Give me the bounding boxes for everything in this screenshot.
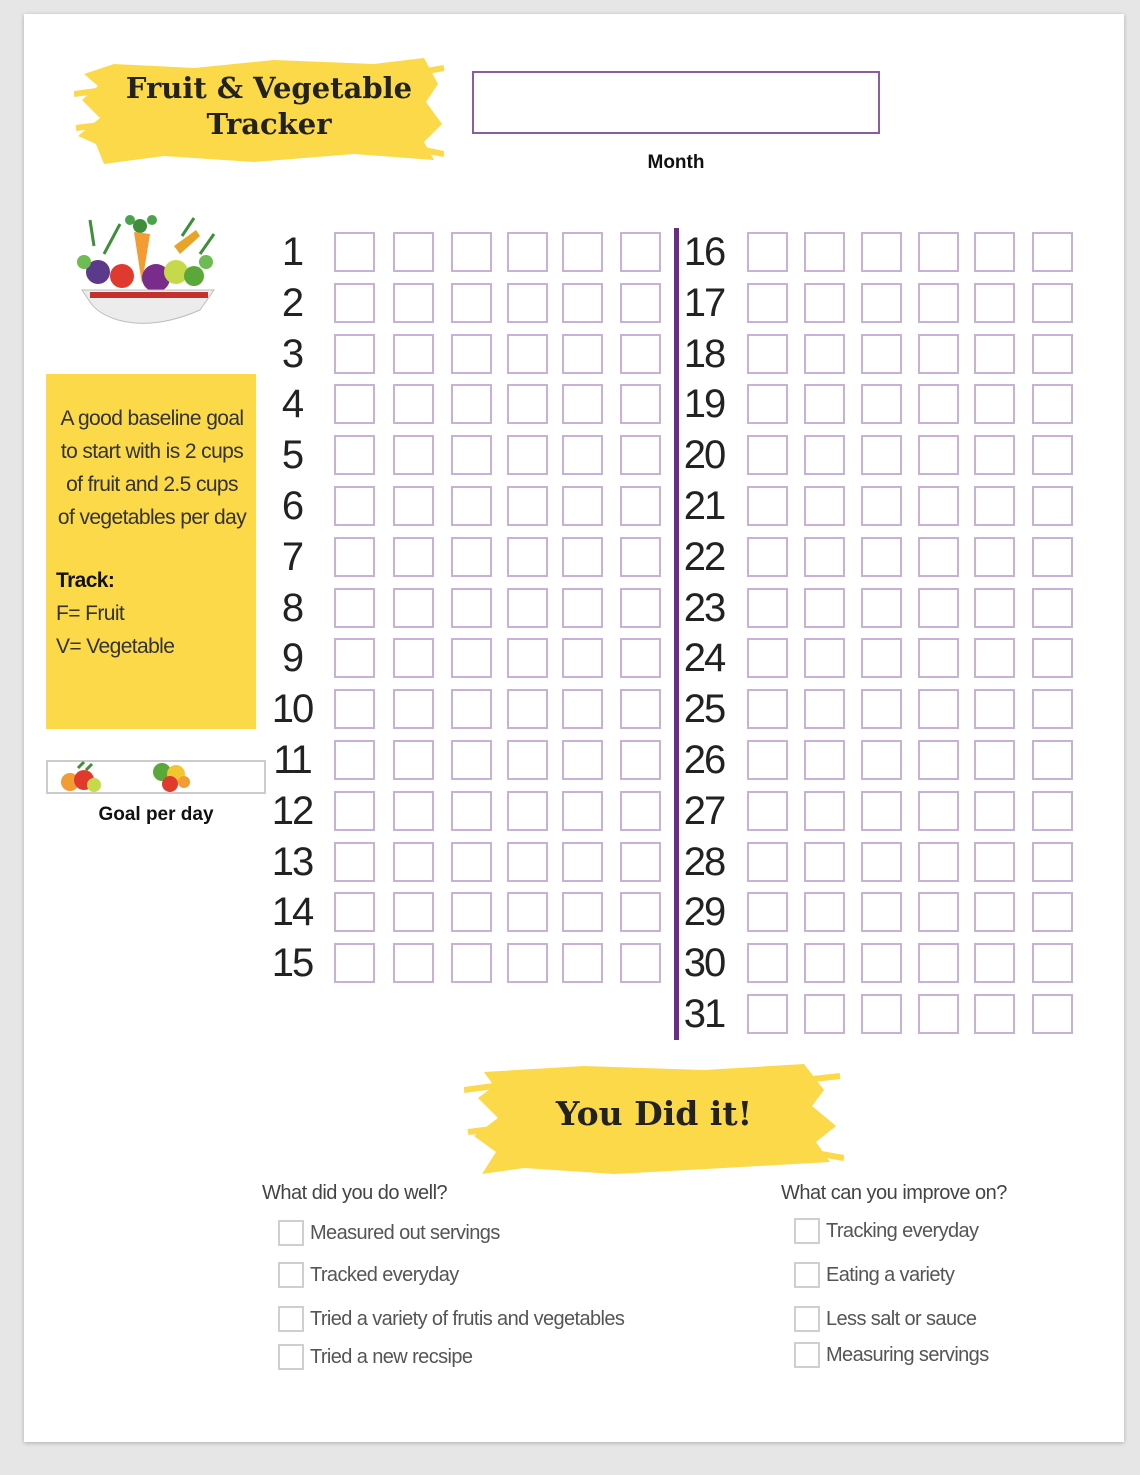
tracker-checkbox[interactable]	[334, 638, 375, 678]
tracker-checkbox[interactable]	[861, 537, 902, 577]
tracker-checkbox[interactable]	[507, 689, 548, 729]
month-label: Month	[647, 152, 705, 173]
tracker-checkbox[interactable]	[747, 994, 788, 1034]
tracker-checkbox[interactable]	[804, 638, 845, 678]
tracker-checkbox[interactable]	[393, 842, 434, 882]
tracker-checkbox[interactable]	[861, 638, 902, 678]
tracker-checkbox[interactable]	[804, 842, 845, 882]
tracker-checkbox[interactable]	[918, 588, 959, 628]
tracker-checkbox[interactable]	[451, 283, 492, 323]
tracker-checkbox[interactable]	[1032, 740, 1073, 780]
tracker-checkbox[interactable]	[393, 689, 434, 729]
checkbox[interactable]	[794, 1262, 820, 1288]
tracker-checkbox[interactable]	[507, 943, 548, 983]
tracker-checkbox[interactable]	[562, 486, 603, 526]
tracker-checkbox[interactable]	[1032, 435, 1073, 475]
tracker-checkbox[interactable]	[974, 435, 1015, 475]
tracker-checkbox[interactable]	[747, 435, 788, 475]
tracker-checkbox[interactable]	[861, 384, 902, 424]
tracker-checkbox[interactable]	[974, 994, 1015, 1034]
day-number-right: 18	[683, 331, 725, 376]
tracker-checkbox[interactable]	[804, 791, 845, 831]
improve-heading: What can you improve on?	[781, 1182, 1007, 1204]
tracker-checkbox[interactable]	[507, 588, 548, 628]
tracker-checkbox[interactable]	[334, 588, 375, 628]
tracker-checkbox[interactable]	[393, 486, 434, 526]
tracker-checkbox[interactable]	[620, 435, 661, 475]
tracker-checkbox[interactable]	[507, 334, 548, 374]
tracker-checkbox[interactable]	[451, 892, 492, 932]
day-number-left: 15	[271, 941, 313, 986]
tracker-checkbox[interactable]	[918, 334, 959, 374]
tracker-checkbox[interactable]	[507, 791, 548, 831]
tracker-checkbox[interactable]	[804, 334, 845, 374]
tracker-checkbox[interactable]	[393, 892, 434, 932]
tracker-checkbox[interactable]	[334, 334, 375, 374]
tracker-checkbox[interactable]	[1032, 842, 1073, 882]
tracker-checkbox[interactable]	[451, 334, 492, 374]
day-number-right: 30	[683, 941, 725, 986]
day-number-right: 21	[683, 484, 725, 528]
tracker-checkbox[interactable]	[861, 994, 902, 1034]
day-number-right: 20	[683, 433, 725, 478]
tracker-checkbox[interactable]	[861, 283, 902, 323]
tracker-checkbox[interactable]	[918, 384, 959, 424]
tracker-checkbox[interactable]	[451, 842, 492, 882]
day-number-left: 11	[273, 738, 311, 782]
day-number-right: 25	[683, 687, 725, 732]
tracker-checkbox[interactable]	[620, 943, 661, 983]
did-well-label: Tried a variety of frutis and vegetables	[310, 1308, 625, 1330]
tracker-checkbox[interactable]	[562, 435, 603, 475]
tracker-checkbox[interactable]	[974, 384, 1015, 424]
tracker-checkbox[interactable]	[562, 232, 603, 272]
day-number-left: 6	[281, 484, 303, 528]
tracker-checkbox[interactable]	[451, 638, 492, 678]
tracker-checkbox[interactable]	[804, 283, 845, 323]
improve-label: Eating a variety	[826, 1264, 955, 1286]
tracker-checkbox[interactable]	[974, 943, 1015, 983]
day-number-left: 13	[271, 839, 313, 884]
tracker-checkbox[interactable]	[974, 283, 1015, 323]
tracker-checkbox[interactable]	[1032, 791, 1073, 831]
tracker-checkbox[interactable]	[393, 384, 434, 424]
tracker-checkbox[interactable]	[1032, 537, 1073, 577]
title-line-2: Tracker	[206, 107, 332, 141]
tracker-checkbox[interactable]	[562, 842, 603, 882]
tracker-checkbox[interactable]	[747, 232, 788, 272]
tracker-checkbox[interactable]	[747, 283, 788, 323]
tracker-checkbox[interactable]	[1032, 689, 1073, 729]
legend-fruit: F= Fruit	[56, 602, 125, 625]
tracker-checkbox[interactable]	[918, 638, 959, 678]
tracker-checkbox[interactable]	[861, 943, 902, 983]
tracker-checkbox[interactable]	[451, 689, 492, 729]
tracker-checkbox[interactable]	[620, 791, 661, 831]
tracker-checkbox[interactable]	[918, 892, 959, 932]
tracker-checkbox[interactable]	[804, 943, 845, 983]
title-line-1: Fruit & Vegetable	[125, 71, 413, 105]
tracker-checkbox[interactable]	[562, 588, 603, 628]
day-number-right: 24	[683, 636, 725, 681]
checkbox[interactable]	[794, 1218, 820, 1244]
tracker-checkbox[interactable]	[334, 943, 375, 983]
tracker-checkbox[interactable]	[747, 689, 788, 729]
tracker-checkbox[interactable]	[804, 740, 845, 780]
tracker-checkbox[interactable]	[861, 689, 902, 729]
day-number-right: 16	[683, 230, 725, 274]
did-well-heading: What did you do well?	[262, 1182, 448, 1204]
tracker-checkbox[interactable]	[861, 588, 902, 628]
tracker-checkbox[interactable]	[507, 384, 548, 424]
checkbox[interactable]	[278, 1344, 304, 1370]
tracker-checkbox[interactable]	[451, 791, 492, 831]
tracker-checkbox[interactable]	[804, 892, 845, 932]
tracker-checkbox[interactable]	[562, 791, 603, 831]
tracker-checkbox[interactable]	[804, 689, 845, 729]
tracker-checkbox[interactable]	[747, 842, 788, 882]
day-number-right: 22	[683, 534, 725, 579]
checkbox[interactable]	[278, 1220, 304, 1246]
tracker-checkbox[interactable]	[507, 486, 548, 526]
tracker-checkbox[interactable]	[393, 537, 434, 577]
tracker-page	[24, 14, 1124, 1442]
tracker-checkbox[interactable]	[334, 892, 375, 932]
tracker-checkbox[interactable]	[804, 232, 845, 272]
tracker-checkbox[interactable]	[507, 232, 548, 272]
tracker-checkbox[interactable]	[562, 638, 603, 678]
day-number-right: 26	[683, 738, 725, 782]
tracker-checkbox[interactable]	[334, 384, 375, 424]
tracker-checkbox[interactable]	[918, 791, 959, 831]
tracker-checkbox[interactable]	[562, 689, 603, 729]
tracker-checkbox[interactable]	[1032, 384, 1073, 424]
tracker-checkbox[interactable]	[620, 689, 661, 729]
tracker-checkbox[interactable]	[507, 842, 548, 882]
tracker-checkbox[interactable]	[747, 740, 788, 780]
tracker-checkbox[interactable]	[918, 435, 959, 475]
tracker-checkbox[interactable]	[620, 842, 661, 882]
improve-label: Measuring servings	[826, 1344, 989, 1366]
tracker-checkbox[interactable]	[562, 943, 603, 983]
tracker-checkbox[interactable]	[918, 283, 959, 323]
tracker-checkbox[interactable]	[974, 232, 1015, 272]
tracker-checkbox[interactable]	[507, 892, 548, 932]
tracker-checkbox[interactable]	[918, 740, 959, 780]
tracker-checkbox[interactable]	[747, 334, 788, 374]
day-number-right: 31	[683, 992, 725, 1036]
tracker-checkbox[interactable]	[747, 486, 788, 526]
tracker-checkbox[interactable]	[393, 943, 434, 983]
tracker-checkbox[interactable]	[974, 689, 1015, 729]
day-number-right: 19	[683, 382, 725, 427]
day-number-left: 3	[281, 331, 303, 376]
tracker-checkbox[interactable]	[334, 232, 375, 272]
tracker-checkbox[interactable]	[861, 334, 902, 374]
tracker-checkbox[interactable]	[918, 943, 959, 983]
day-number-right: 17	[683, 280, 725, 325]
tracker-checkbox[interactable]	[393, 435, 434, 475]
tracker-checkbox[interactable]	[974, 892, 1015, 932]
tracker-checkbox[interactable]	[393, 334, 434, 374]
day-number-right: 29	[683, 890, 725, 935]
tracker-checkbox[interactable]	[747, 588, 788, 628]
tracker-checkbox[interactable]	[562, 537, 603, 577]
tracker-checkbox[interactable]	[393, 283, 434, 323]
tracker-checkbox[interactable]	[451, 486, 492, 526]
tracker-checkbox[interactable]	[1032, 232, 1073, 272]
tracker-checkbox[interactable]	[861, 791, 902, 831]
tracker-checkbox[interactable]	[918, 537, 959, 577]
tracker-checkbox[interactable]	[620, 486, 661, 526]
tracker-checkbox[interactable]	[451, 435, 492, 475]
tracker-grid	[24, 14, 1124, 1054]
tracker-checkbox[interactable]	[974, 791, 1015, 831]
tracker-checkbox[interactable]	[1032, 892, 1073, 932]
tracker-checkbox[interactable]	[334, 537, 375, 577]
day-number-left: 10	[271, 687, 313, 732]
tracker-checkbox[interactable]	[334, 486, 375, 526]
tracker-checkbox[interactable]	[974, 588, 1015, 628]
grid-divider	[674, 228, 679, 1040]
tracker-checkbox[interactable]	[804, 384, 845, 424]
tracker-checkbox[interactable]	[861, 892, 902, 932]
tracker-checkbox[interactable]	[451, 232, 492, 272]
checkbox[interactable]	[794, 1342, 820, 1368]
day-number-left: 1	[281, 230, 303, 274]
tracker-checkbox[interactable]	[747, 791, 788, 831]
tracker-checkbox[interactable]	[918, 842, 959, 882]
tracker-checkbox[interactable]	[1032, 588, 1073, 628]
tracker-checkbox[interactable]	[747, 892, 788, 932]
tracker-checkbox[interactable]	[918, 994, 959, 1034]
tracker-checkbox[interactable]	[861, 486, 902, 526]
tracker-checkbox[interactable]	[747, 537, 788, 577]
day-number-right: 27	[683, 788, 725, 833]
tracker-checkbox[interactable]	[620, 384, 661, 424]
tracker-checkbox[interactable]	[747, 943, 788, 983]
day-number-left: 5	[281, 433, 303, 478]
improve-label: Tracking everyday	[826, 1220, 979, 1242]
tracker-checkbox[interactable]	[974, 334, 1015, 374]
tracker-checkbox[interactable]	[451, 588, 492, 628]
baseline-goal-text: A good baseline goal to start with is 2 cups of fruit and 2.5 cups of vegetables per day	[57, 407, 247, 529]
tracker-checkbox[interactable]	[562, 892, 603, 932]
day-number-right: 23	[683, 585, 725, 630]
tracker-checkbox[interactable]	[562, 384, 603, 424]
checkbox[interactable]	[278, 1262, 304, 1288]
tracker-checkbox[interactable]	[1032, 283, 1073, 323]
tracker-checkbox[interactable]	[974, 638, 1015, 678]
tracker-checkbox[interactable]	[974, 486, 1015, 526]
tracker-checkbox[interactable]	[620, 334, 661, 374]
tracker-checkbox[interactable]	[507, 638, 548, 678]
day-number-left: 2	[281, 280, 303, 325]
tracker-checkbox[interactable]	[747, 638, 788, 678]
legend-vegetable: V= Vegetable	[56, 635, 175, 658]
tracker-checkbox[interactable]	[334, 689, 375, 729]
tracker-checkbox[interactable]	[861, 842, 902, 882]
tracker-checkbox[interactable]	[861, 435, 902, 475]
tracker-checkbox[interactable]	[861, 232, 902, 272]
tracker-checkbox[interactable]	[620, 740, 661, 780]
tracker-checkbox[interactable]	[393, 740, 434, 780]
did-well-label: Measured out servings	[310, 1222, 500, 1244]
tracker-checkbox[interactable]	[393, 638, 434, 678]
tracker-checkbox[interactable]	[620, 283, 661, 323]
tracker-checkbox[interactable]	[451, 537, 492, 577]
tracker-checkbox[interactable]	[620, 537, 661, 577]
tracker-checkbox[interactable]	[974, 740, 1015, 780]
tracker-checkbox[interactable]	[507, 537, 548, 577]
tracker-checkbox[interactable]	[451, 740, 492, 780]
tracker-checkbox[interactable]	[620, 232, 661, 272]
tracker-checkbox[interactable]	[861, 740, 902, 780]
tracker-checkbox[interactable]	[451, 384, 492, 424]
you-did-it-banner: You Did it!	[555, 1094, 753, 1133]
day-number-left: 12	[271, 788, 313, 833]
tracker-checkbox[interactable]	[918, 689, 959, 729]
day-number-right: 28	[683, 839, 725, 884]
tracker-checkbox[interactable]	[334, 283, 375, 323]
tracker-checkbox[interactable]	[1032, 334, 1073, 374]
tracker-checkbox[interactable]	[507, 283, 548, 323]
tracker-checkbox[interactable]	[974, 842, 1015, 882]
tracker-checkbox[interactable]	[507, 435, 548, 475]
tracker-checkbox[interactable]	[562, 334, 603, 374]
tracker-checkbox[interactable]	[334, 435, 375, 475]
tracker-checkbox[interactable]	[1032, 638, 1073, 678]
checkbox[interactable]	[794, 1306, 820, 1332]
tracker-checkbox[interactable]	[393, 588, 434, 628]
day-number-left: 7	[281, 534, 303, 579]
tracker-checkbox[interactable]	[507, 740, 548, 780]
did-well-label: Tried a new recsipe	[310, 1346, 473, 1368]
tracker-checkbox[interactable]	[620, 638, 661, 678]
tracker-checkbox[interactable]	[393, 232, 434, 272]
tracker-checkbox[interactable]	[974, 537, 1015, 577]
tracker-checkbox[interactable]	[1032, 486, 1073, 526]
tracker-checkbox[interactable]	[918, 232, 959, 272]
tracker-checkbox[interactable]	[918, 486, 959, 526]
tracker-checkbox[interactable]	[804, 435, 845, 475]
checkbox[interactable]	[278, 1306, 304, 1332]
track-label: Track:	[56, 569, 115, 592]
tracker-checkbox[interactable]	[334, 842, 375, 882]
did-well-label: Tracked everyday	[310, 1264, 459, 1286]
improve-label: Less salt or sauce	[826, 1308, 977, 1330]
tracker-checkbox[interactable]	[562, 283, 603, 323]
tracker-checkbox[interactable]	[334, 791, 375, 831]
day-number-left: 8	[281, 585, 303, 630]
tracker-checkbox[interactable]	[804, 994, 845, 1034]
tracker-checkbox[interactable]	[334, 740, 375, 780]
tracker-checkbox[interactable]	[804, 537, 845, 577]
tracker-checkbox[interactable]	[393, 791, 434, 831]
tracker-checkbox[interactable]	[620, 588, 661, 628]
tracker-checkbox[interactable]	[1032, 994, 1073, 1034]
day-number-left: 14	[271, 890, 313, 935]
goal-per-day-label: Goal per day	[98, 804, 214, 825]
tracker-checkbox[interactable]	[804, 486, 845, 526]
day-number-left: 4	[281, 382, 303, 427]
day-number-left: 9	[281, 636, 303, 681]
tracker-checkbox[interactable]	[747, 384, 788, 424]
tracker-checkbox[interactable]	[562, 740, 603, 780]
tracker-checkbox[interactable]	[620, 892, 661, 932]
tracker-checkbox[interactable]	[804, 588, 845, 628]
tracker-checkbox[interactable]	[451, 943, 492, 983]
tracker-checkbox[interactable]	[1032, 943, 1073, 983]
